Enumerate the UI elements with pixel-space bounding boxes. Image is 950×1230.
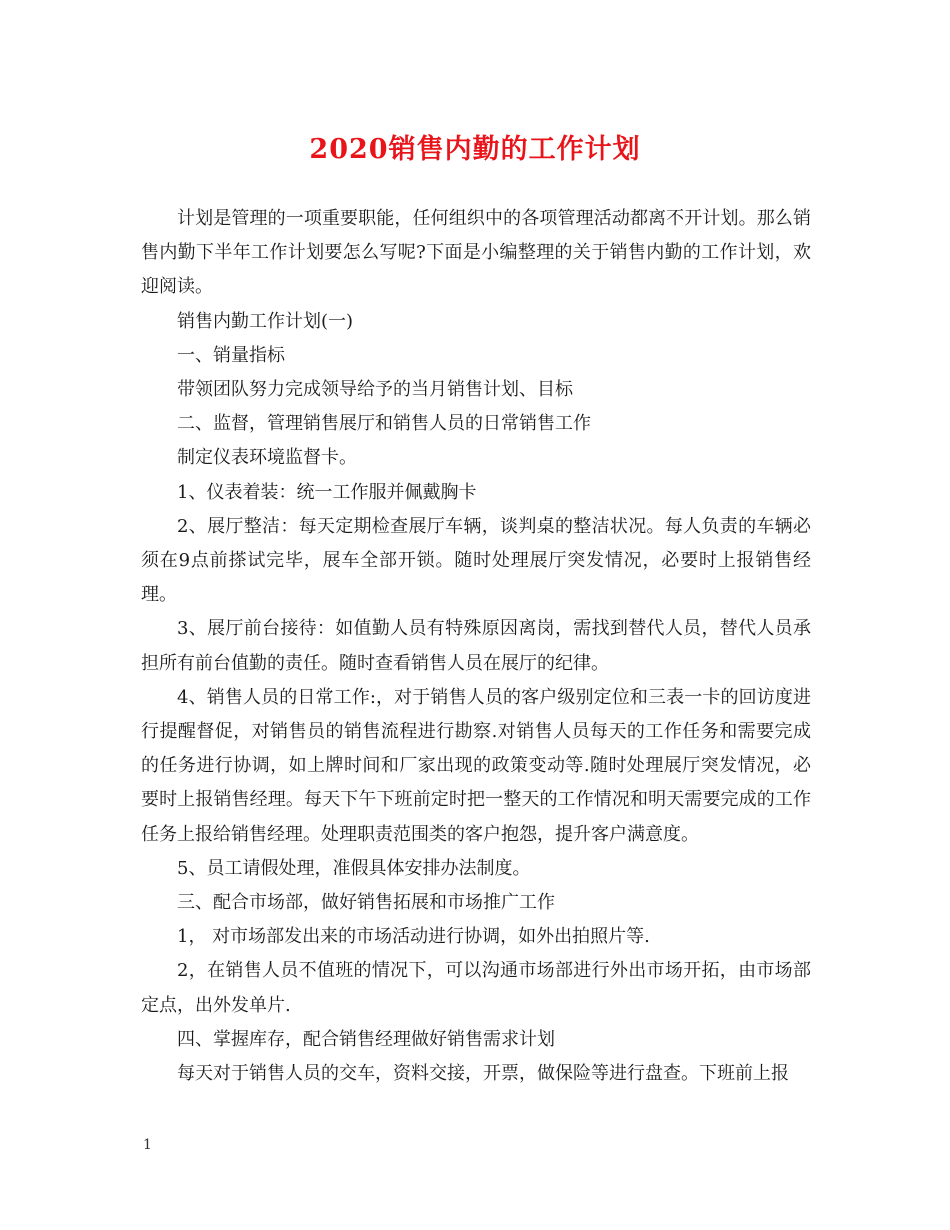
subheading: 三、配合市场部，做好销售拓展和市场推广工作 [177,892,555,914]
list-item: 2、展厅整洁：每天定期检查展厅车辆，谈判桌的整洁状况。每人负责的车辆必须在9点前搽试完毕，展车全部开锁。随时处理展厅突发情况，必要时上报销售经理。 [141,515,811,606]
paragraph: 每天对于销售人员的交车，资料交接，开票，做保险等进行盘查。下班前上报 [177,1063,789,1085]
intro-paragraph: 计划是管理的一项重要职能，任何组织中的各项管理活动都离不开计划。那么销售内勤下半年工作计划要怎么写呢?下面是小编整理的关于销售内勤的工作计划，欢迎阅读。 [141,208,811,298]
subheading: 二、监督，管理销售展厅和销售人员的日常销售工作 [177,413,591,435]
list-item: 5、员工请假处理，准假具体安排办法制度。 [177,857,531,879]
list-item: 1， 对市场部发出来的市场活动进行协调，如外出拍照片等. [177,926,650,948]
list-item: 2，在销售人员不值班的情况下，可以沟通市场部进行外出市场开拓，由市场部定点，出外发单片. [141,960,811,1016]
page-number: 1 [143,1137,152,1153]
list-item: 4、销售人员的日常工作:，对于销售人员的客户级别定位和三表一卡的回访度进行提醒督促，对销售员的销售流程进行勘察.对销售人员每天的工作任务和需要完成的任务进行协调，如上牌时间和厂家出现的政策变动等.随时处理展厅突发情况，必要时上报销售经理。每天下午下班前定时把一整天的工作情况和明天需要完成的工作任务上报给销售经理。处理职责范围类的客户抱怨，提升客户满意度。 [141,686,811,845]
list-item: 1、仪表着装：统一工作服并佩戴胸卡 [177,481,477,503]
paragraph: 制定仪表环境监督卡。 [177,447,357,469]
paragraph: 带领团队努力完成领导给予的当月销售计划、目标 [177,379,573,401]
document-title: 2020销售内勤的工作计划 [309,134,641,165]
list-item: 3、展厅前台接待：如值勤人员有特殊原因离岗，需找到替代人员，替代人员承担所有前台值勤的责任。随时查看销售人员在展厅的纪律。 [141,618,811,674]
section-heading: 销售内勤工作计划(一) [177,310,354,332]
document-body [141,202,811,1091]
subheading: 一、销量指标 [177,344,285,366]
subheading: 四、掌握库存，配合销售经理做好销售需求计划 [177,1028,555,1050]
